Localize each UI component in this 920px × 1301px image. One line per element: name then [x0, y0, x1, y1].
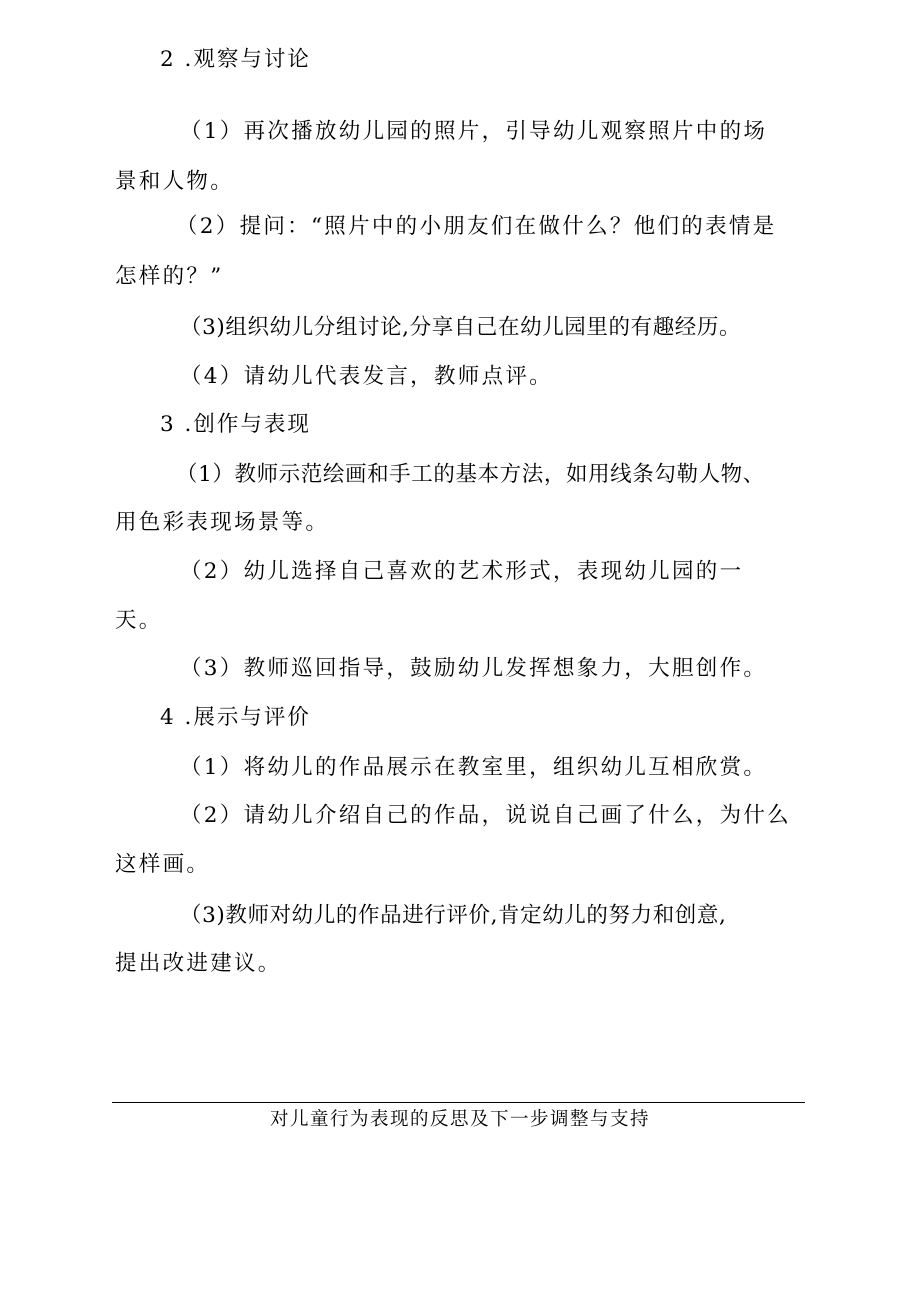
paragraph-line-continued: 这样画。 — [115, 852, 211, 877]
paragraph-line-continued: 提出改进建议。 — [115, 951, 282, 976]
section-heading-observe-discuss: 2 .观察与讨论 — [160, 47, 311, 72]
footer-title: 对儿童行为表现的反思及下一步调整与支持 — [269, 1109, 650, 1130]
paragraph-line: （1）教师示范绘画和手工的基本方法，如用线条勾勒人物、 — [176, 462, 765, 487]
paragraph-line-continued: 天。 — [115, 608, 163, 633]
paragraph-line: （1）再次播放幼儿园的照片，引导幼儿观察照片中的场 — [180, 119, 768, 144]
paragraph-line-continued: 景和人物。 — [115, 169, 235, 194]
paragraph-line: （1）将幼儿的作品展示在教室里，组织幼儿互相欣赏。 — [180, 755, 768, 780]
section-heading-create-express: 3 .创作与表现 — [160, 412, 311, 437]
paragraph-line: （3)组织幼儿分组讨论,分享自己在幼儿园里的有趣经历。 — [180, 315, 742, 340]
footer-divider — [112, 1102, 805, 1103]
paragraph-line-continued: 怎样的？” — [115, 264, 224, 289]
paragraph-line-continued: 用色彩表现场景等。 — [115, 510, 330, 535]
paragraph-line: （2）请幼儿介绍自己的作品，说说自己画了什么，为什么 — [180, 803, 791, 828]
section-heading-display-evaluate: 4 .展示与评价 — [160, 705, 311, 730]
paragraph-line: （3)教师对幼儿的作品进行评价,肯定幼儿的努力和创意, — [180, 903, 727, 928]
paragraph-line: （3）教师巡回指导，鼓励幼儿发挥想象力，大胆创作。 — [180, 656, 768, 681]
paragraph-line: （4）请幼儿代表发言，教师点评。 — [180, 364, 553, 389]
paragraph-line: （2）提问：“照片中的小朋友们在做什么？他们的表情是 — [176, 214, 777, 239]
paragraph-line: （2）幼儿选择自己喜欢的艺术形式，表现幼儿园的一 — [180, 559, 744, 584]
